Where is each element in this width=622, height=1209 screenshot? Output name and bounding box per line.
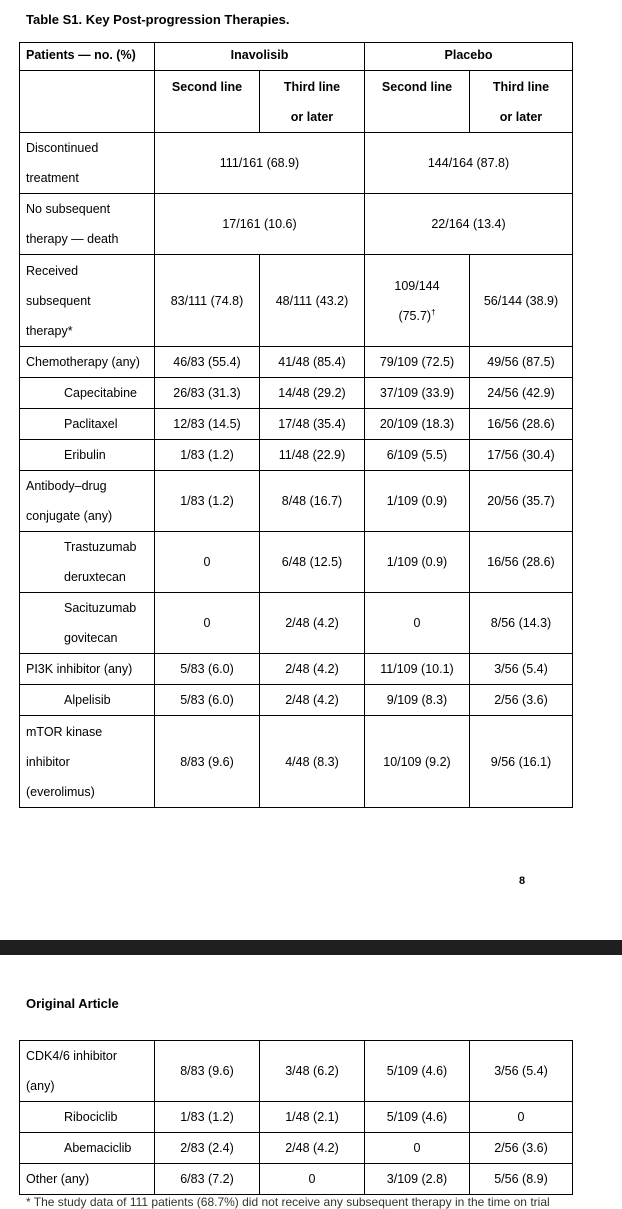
table-cell: 46/83 (55.4) xyxy=(155,347,260,378)
table-cell: 4/48 (8.3) xyxy=(260,716,365,808)
table-cell: 0 xyxy=(470,1102,573,1133)
table-cell: 3/109 (2.8) xyxy=(365,1164,470,1195)
table-cell: 37/109 (33.9) xyxy=(365,378,470,409)
page-number: 8 xyxy=(519,875,526,887)
table-cell: 20/56 (35.7) xyxy=(470,471,573,532)
row-label: mTOR kinase inhibitor (everolimus) xyxy=(20,716,155,808)
table-cell: 2/48 (4.2) xyxy=(260,1133,365,1164)
row-label: CDK4/6 inhibitor (any) xyxy=(20,1041,155,1102)
table-cell: 2/83 (2.4) xyxy=(155,1133,260,1164)
post-progression-table xyxy=(19,42,573,808)
header-empty xyxy=(20,71,155,133)
table-cell: 1/83 (1.2) xyxy=(155,1102,260,1133)
row-label: Paclitaxel xyxy=(20,409,155,440)
table-cell: 16/56 (28.6) xyxy=(470,532,573,593)
page-separator xyxy=(0,940,622,955)
table-cell: 5/109 (4.6) xyxy=(365,1102,470,1133)
table-cell: 0 xyxy=(155,593,260,654)
dagger-mark: † xyxy=(431,307,436,317)
table-cell: 5/83 (6.0) xyxy=(155,654,260,685)
table-cell: 16/56 (28.6) xyxy=(470,409,573,440)
page-2 xyxy=(0,955,622,1209)
row-label: Trastuzumab deruxtecan xyxy=(20,532,155,593)
table-title: Table S1. Key Post-progression Therapies. xyxy=(26,12,290,27)
header-placebo: Placebo xyxy=(365,43,573,71)
row-label: Received subsequent therapy* xyxy=(20,255,155,347)
running-header: Original Article xyxy=(26,996,119,1011)
table-cell: 8/48 (16.7) xyxy=(260,471,365,532)
table-cell: 2/56 (3.6) xyxy=(470,685,573,716)
table-cell: 12/83 (14.5) xyxy=(155,409,260,440)
header-patients: Patients — no. (%) xyxy=(20,43,155,71)
table-cell: 9/56 (16.1) xyxy=(470,716,573,808)
table-cell: 14/48 (29.2) xyxy=(260,378,365,409)
row-label: Chemotherapy (any) xyxy=(20,347,155,378)
table-cell: 2/48 (4.2) xyxy=(260,685,365,716)
table-cell: 5/109 (4.6) xyxy=(365,1041,470,1102)
row-label: Other (any) xyxy=(20,1164,155,1195)
continued-table xyxy=(19,1040,573,1195)
table-cell: 3/48 (6.2) xyxy=(260,1041,365,1102)
header-inavolisib: Inavolisib xyxy=(155,43,365,71)
table-cell: 0 xyxy=(155,532,260,593)
table-cell: 41/48 (85.4) xyxy=(260,347,365,378)
cell-value: 109/144 (75.7) xyxy=(394,278,440,323)
table-cell: 79/109 (72.5) xyxy=(365,347,470,378)
table-cell: 49/56 (87.5) xyxy=(470,347,573,378)
table-cell: 111/161 (68.9) xyxy=(155,133,365,194)
table-cell: 5/56 (8.9) xyxy=(470,1164,573,1195)
table-cell: 144/164 (87.8) xyxy=(365,133,573,194)
row-label: Alpelisib xyxy=(20,685,155,716)
table-cell: 2/56 (3.6) xyxy=(470,1133,573,1164)
table-cell: 2/48 (4.2) xyxy=(260,593,365,654)
row-label: Sacituzumab govitecan xyxy=(20,593,155,654)
table-cell: 3/56 (5.4) xyxy=(470,654,573,685)
table-cell: 9/109 (8.3) xyxy=(365,685,470,716)
table-cell: 0 xyxy=(260,1164,365,1195)
table-cell: 20/109 (18.3) xyxy=(365,409,470,440)
table-cell: 6/48 (12.5) xyxy=(260,532,365,593)
header-placebo-third-line: Third line or later xyxy=(470,71,573,133)
row-label: Discontinued treatment xyxy=(20,133,155,194)
row-label: Eribulin xyxy=(20,440,155,471)
table-cell: 17/48 (35.4) xyxy=(260,409,365,440)
table-cell: 10/109 (9.2) xyxy=(365,716,470,808)
footnote-cut: * The study data of 111 patients (68.7%) did not receive any subsequent therapy in the time on trial xyxy=(26,1195,550,1209)
table-cell: 8/56 (14.3) xyxy=(470,593,573,654)
table-cell: 1/109 (0.9) xyxy=(365,532,470,593)
table-cell: 1/83 (1.2) xyxy=(155,471,260,532)
table-cell: 1/109 (0.9) xyxy=(365,471,470,532)
row-label: No subsequent therapy — death xyxy=(20,194,155,255)
header-placebo-second-line: Second line xyxy=(365,71,470,133)
table-cell: 24/56 (42.9) xyxy=(470,378,573,409)
table-cell: 17/161 (10.6) xyxy=(155,194,365,255)
table-cell: 1/83 (1.2) xyxy=(155,440,260,471)
row-label: Abemaciclib xyxy=(20,1133,155,1164)
table-cell: 1/48 (2.1) xyxy=(260,1102,365,1133)
table-cell: 17/56 (30.4) xyxy=(470,440,573,471)
table-cell: 83/111 (74.8) xyxy=(155,255,260,347)
table-cell: 2/48 (4.2) xyxy=(260,654,365,685)
table-cell: 0 xyxy=(365,1133,470,1164)
table-cell: 5/83 (6.0) xyxy=(155,685,260,716)
row-label: Capecitabine xyxy=(20,378,155,409)
table-cell: 56/144 (38.9) xyxy=(470,255,573,347)
row-label: Ribociclib xyxy=(20,1102,155,1133)
table-cell: 48/111 (43.2) xyxy=(260,255,365,347)
table-cell: 3/56 (5.4) xyxy=(470,1041,573,1102)
table-cell: 6/83 (7.2) xyxy=(155,1164,260,1195)
header-inavolisib-second-line: Second line xyxy=(155,71,260,133)
table-cell: 8/83 (9.6) xyxy=(155,1041,260,1102)
table-cell: 0 xyxy=(365,593,470,654)
table-cell: 26/83 (31.3) xyxy=(155,378,260,409)
header-inavolisib-third-line: Third line or later xyxy=(260,71,365,133)
table-cell-dagger xyxy=(365,255,470,347)
table-cell: 8/83 (9.6) xyxy=(155,716,260,808)
table-cell: 22/164 (13.4) xyxy=(365,194,573,255)
table-cell: 11/48 (22.9) xyxy=(260,440,365,471)
row-label: PI3K inhibitor (any) xyxy=(20,654,155,685)
row-label: Antibody–drug conjugate (any) xyxy=(20,471,155,532)
table-cell: 11/109 (10.1) xyxy=(365,654,470,685)
table-cell: 6/109 (5.5) xyxy=(365,440,470,471)
